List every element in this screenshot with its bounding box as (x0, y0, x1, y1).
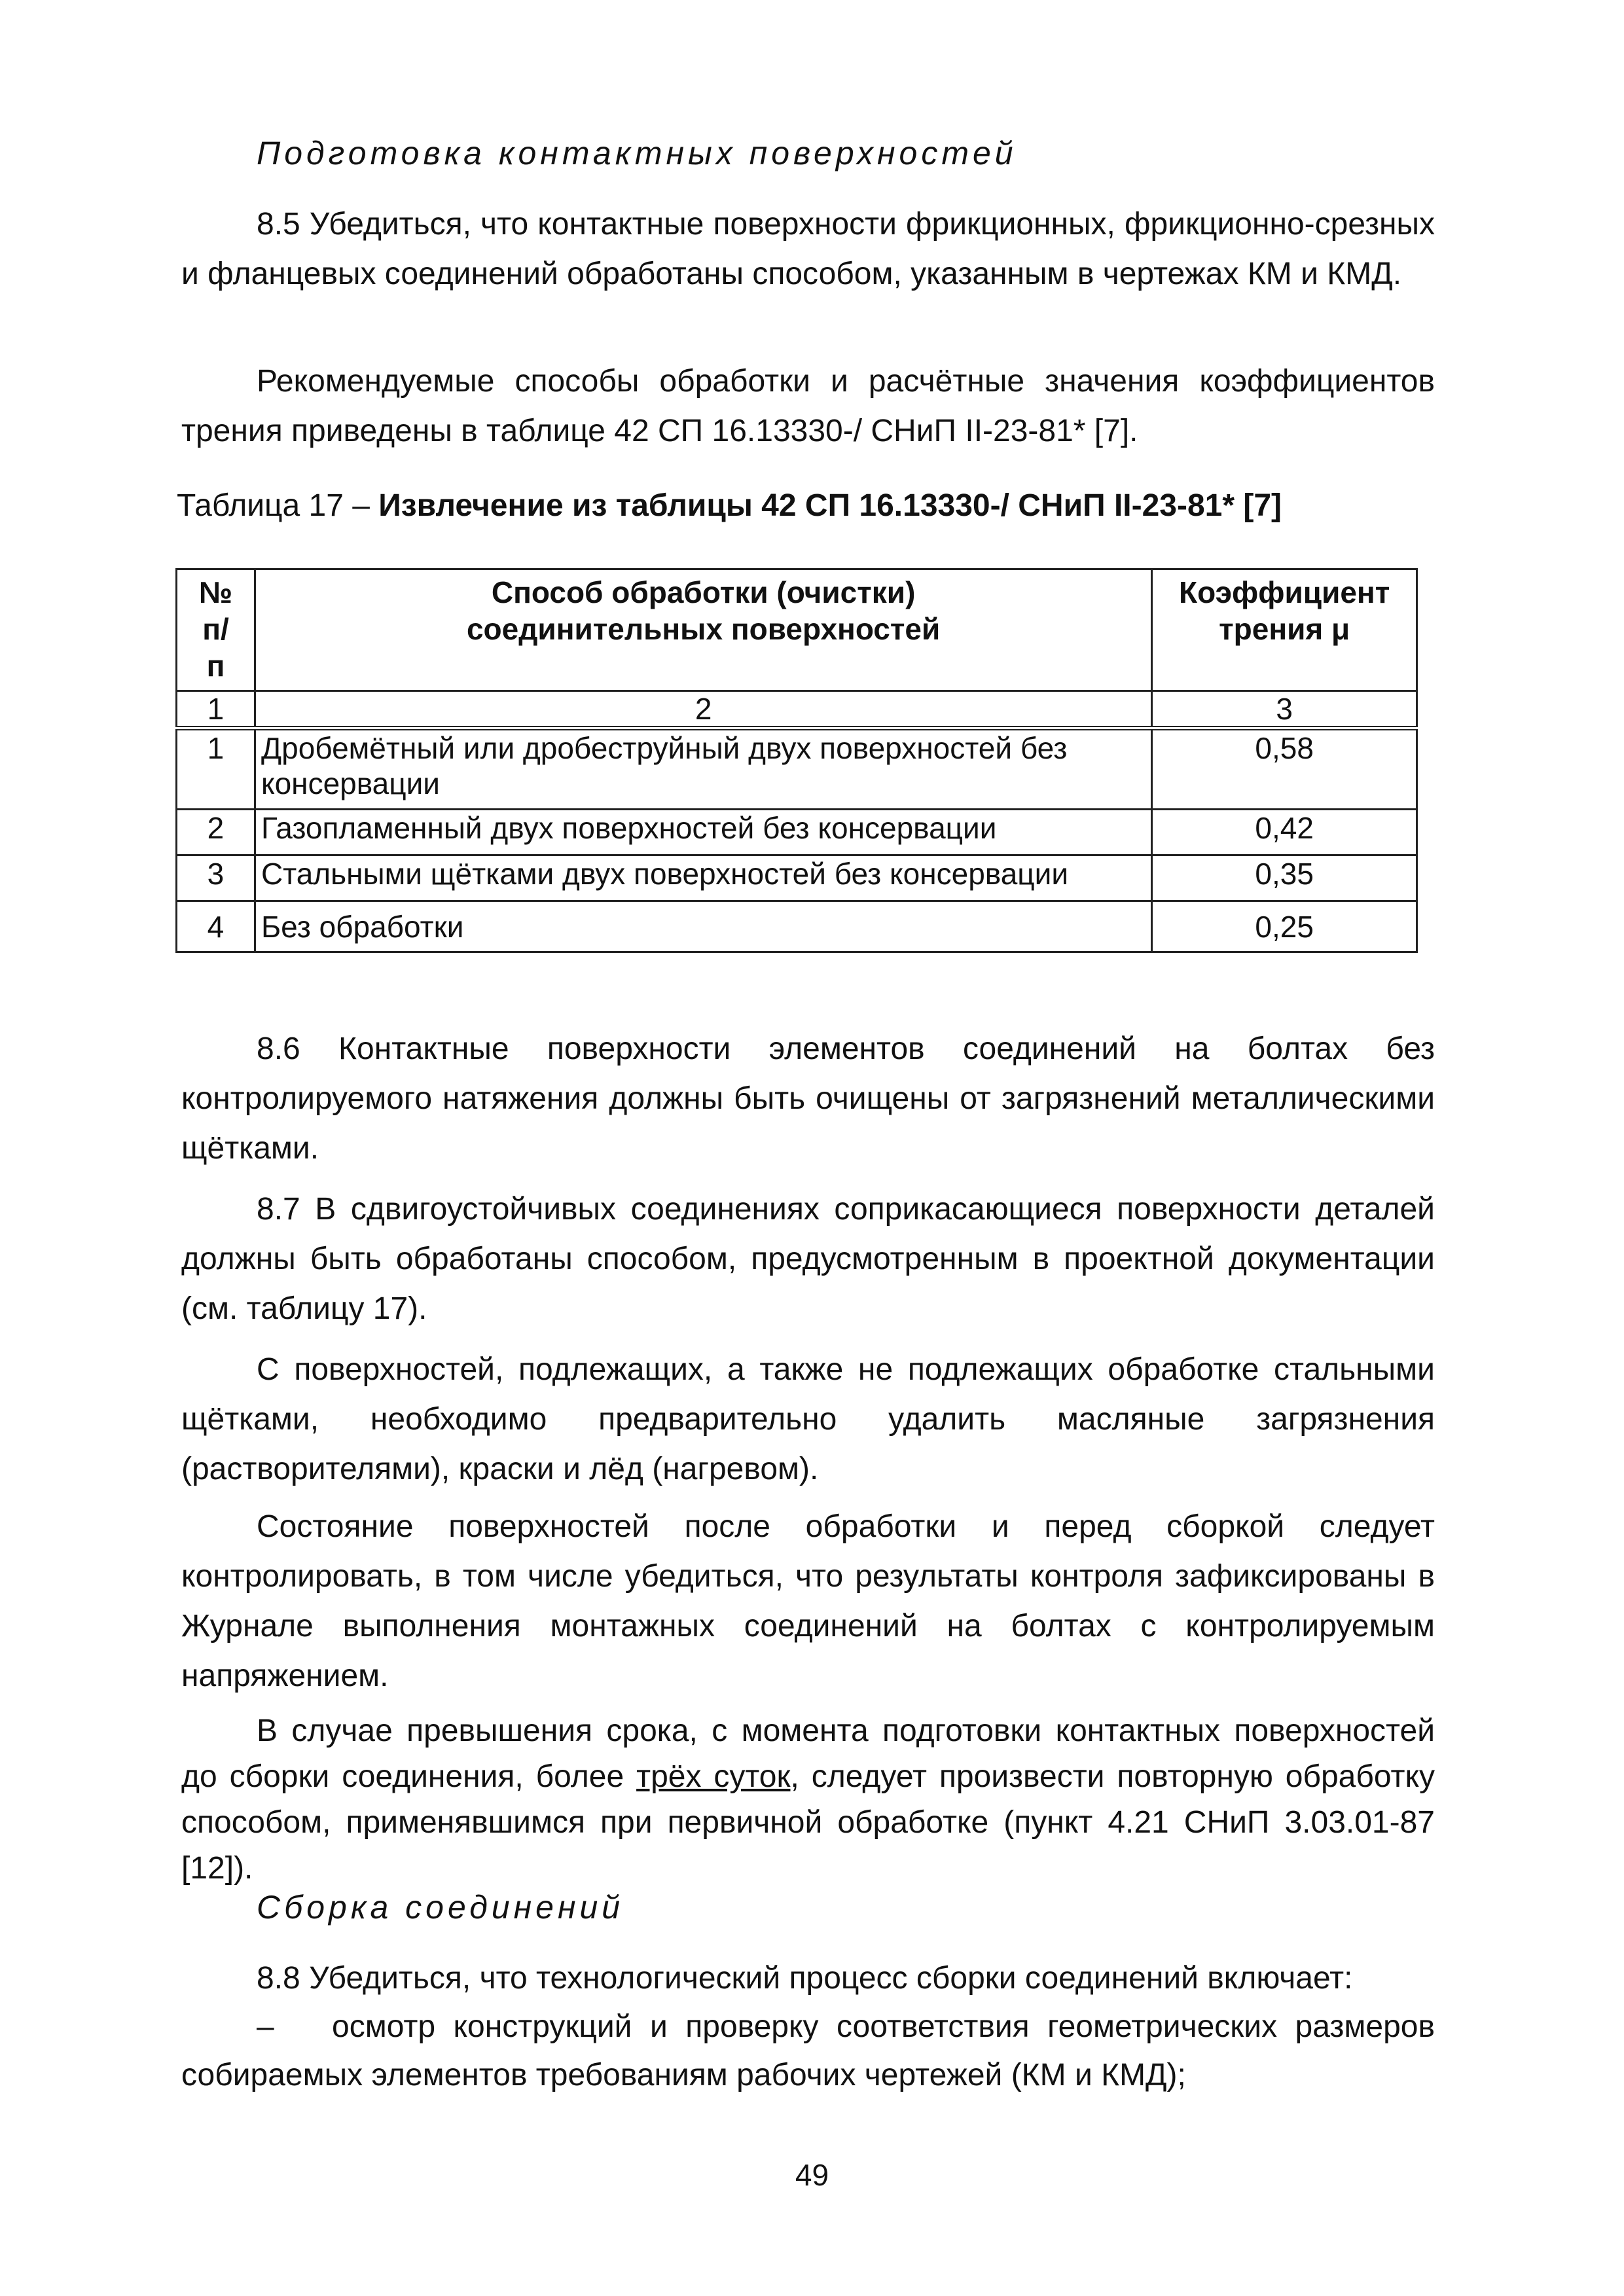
row-method: Без обработки (255, 901, 1151, 952)
deadline-underlined: трёх суток (636, 1759, 791, 1794)
header-number: № п/п (177, 569, 255, 691)
table-row (177, 855, 1417, 901)
row-number: 3 (177, 855, 255, 901)
index-cell-3: 3 (1152, 691, 1417, 728)
table-row (177, 728, 1417, 810)
deadline-text-before: В случае превышения срока, с момента подготовки контактных поверхностей до сборки соединения, более (181, 1713, 1435, 1794)
header-method: Способ обработки (очистки) соединительных поверхностей (255, 569, 1151, 691)
friction-coefficient-table (175, 568, 1418, 953)
paragraph-8-8: 8.8 Убедиться, что технологический процесс сборки соединений включает: (257, 1961, 1353, 1996)
paragraph-8-6: 8.6 Контактные поверхности элементов соединений на болтах без контролируемого натяжения должны быть очищены от загрязнений металлическими щётками. (181, 1031, 1435, 1166)
section-heading-surface-preparation: Подготовка контактных поверхностей (257, 135, 1017, 171)
table-caption-prefix: Таблица 17 – (177, 488, 379, 523)
list-dash: – (257, 2009, 274, 2044)
table-header-row (177, 569, 1417, 691)
index-cell-2: 2 (255, 691, 1151, 728)
row-coefficient: 0,35 (1152, 855, 1417, 901)
paragraph-recommended-methods: Рекомендуемые способы обработки и расчётные значения коэффициентов трения приведены в таблице 42 СП 16.13330-/ СНиП II-23-81* [7]. (181, 364, 1435, 448)
table-caption (177, 488, 1282, 524)
row-coefficient: 0,42 (1152, 810, 1417, 855)
paragraph-8-5: 8.5 Убедиться, что контактные поверхности фрикционных, фрикционно-срезных и фланцевых соединений обработаны способом, указанным в чертежах КМ и КМД. (181, 207, 1435, 291)
section-heading-assembly: Сборка соединений (257, 1889, 624, 1926)
paragraph-surface-state: Состояние поверхностей после обработки и перед сборкой следует контролировать, в том числе убедиться, что результаты контроля зафиксированы в Журнале выполнения монтажных соединений на болтах с контролируемым напряжением. (181, 1509, 1435, 1693)
paragraph-deadline (181, 1708, 1435, 1892)
page-number: 49 (795, 2158, 829, 2192)
row-method: Стальными щётками двух поверхностей без консервации (255, 855, 1151, 901)
index-cell-1: 1 (177, 691, 255, 728)
row-number: 2 (177, 810, 255, 855)
row-number: 4 (177, 901, 255, 952)
deadline-text-after: , следует произвести повторную обработку способом, применявшимся при первичной обработке (пункт 4.21 СНиП 3.03.01-87 [12]). (181, 1759, 1435, 1886)
table-row (177, 810, 1417, 855)
row-method: Дробемётный или дробеструйный двух поверхностей без консервации (255, 728, 1151, 810)
list-item (181, 2003, 1435, 2100)
row-coefficient: 0,58 (1152, 728, 1417, 810)
table-caption-title: Извлечение из таблицы 42 СП 16.13330-/ СНиП II-23-81* [7] (378, 488, 1282, 523)
header-coefficient: Коэффициент трения μ (1152, 569, 1417, 691)
row-method: Газопламенный двух поверхностей без консервации (255, 810, 1151, 855)
list-item-text: осмотр конструкций и проверку соответствия геометрических размеров собираемых элементов требованиям рабочих чертежей (КМ и КМД); (181, 2009, 1435, 2092)
paragraph-surface-cleaning: С поверхностей, подлежащих, а также не подлежащих обработке стальными щётками, необходимо предварительно удалить масляные загрязнения (растворителями), краски и лёд (нагревом). (181, 1352, 1435, 1486)
table-row (177, 901, 1417, 952)
paragraph-8-7: 8.7 В сдвигоустойчивых соединениях соприкасающиеся поверхности деталей должны быть обработаны способом, предусмотренным в проектной документации (см. таблицу 17). (181, 1192, 1435, 1326)
row-coefficient: 0,25 (1152, 901, 1417, 952)
table-index-row (177, 691, 1417, 728)
row-number: 1 (177, 728, 255, 810)
